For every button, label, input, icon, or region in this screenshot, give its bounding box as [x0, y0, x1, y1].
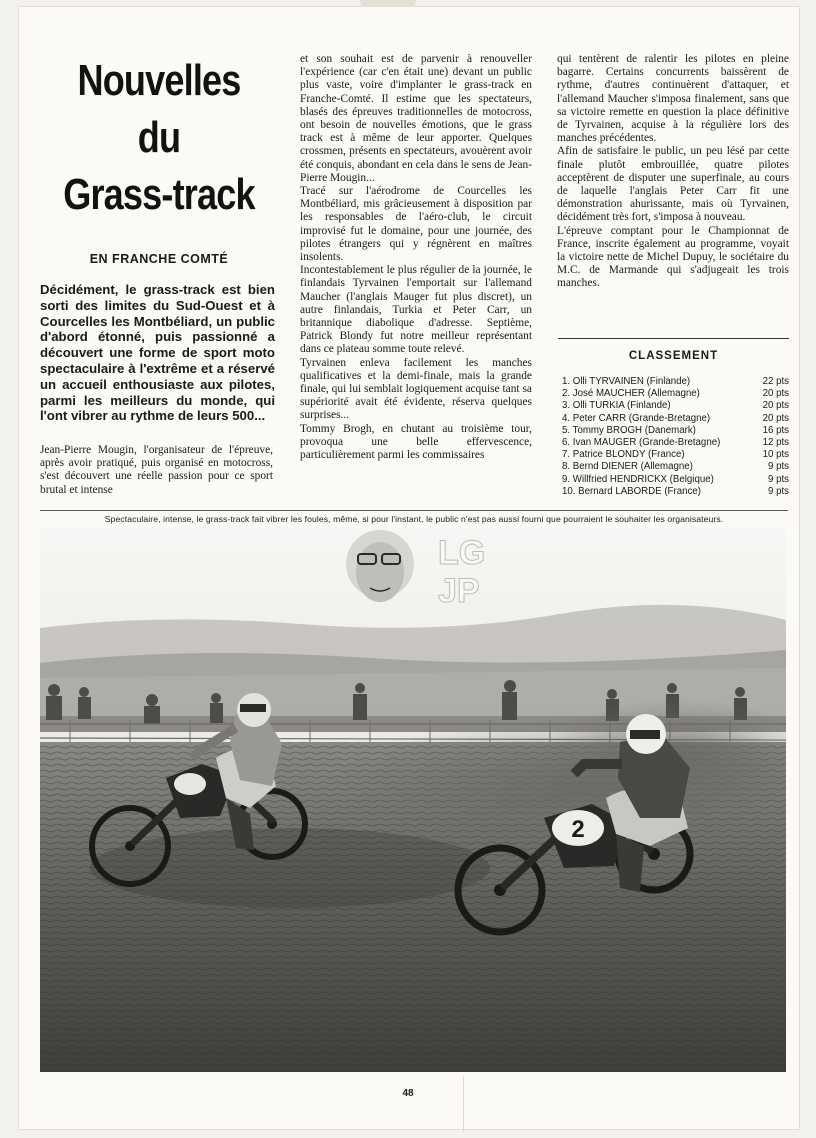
classement-row [562, 425, 789, 437]
rank: 6. [562, 437, 571, 449]
classement-row [562, 376, 789, 388]
rider: Olli TYRVAINEN (Finlande) [572, 376, 691, 387]
paragraph: L'épreuve comptant pour le Championnat de France, inscrite également au programme, voyait la victoire nette de Michel Dupuy, le sociétaire du M.C. de Marmande qui s'adjugeait les trois manches. [557, 224, 789, 290]
rank: 10. [562, 485, 576, 497]
points: 20 pts [762, 400, 789, 412]
classement-row [562, 388, 789, 400]
watermark-logo [438, 534, 485, 610]
rider: Ivan MAUGER (Grande-Bretagne) [572, 437, 721, 449]
rider: Bernd DIENER (Allemagne) [572, 461, 693, 473]
paragraph: qui tentèrent de ralentir les pilotes en pleine bagarre. Certains concurrents baissèrent de rythme, d'autres continuèrent d'attaquer, et l'allemand Maucher s'imposa finalement, sans que sa victoire remette en question la place définitive de Tyrvainen, acquise à la régulière lors des manches précédentes. [557, 53, 789, 145]
rider: Olli TURKIA (Finlande) [572, 400, 671, 412]
paragraph: Afin de satisfaire le public, un peu lésé par cette finale plutôt embrouillée, quatre pilotes acceptèrent de disputer une superfinale, au cours de laquelle l'anglais Peter Carr fit une démonstration ahurissante, mais où Tyrvainen, décidément très fort, s'imposa à nouveau. [557, 145, 789, 224]
rank: 3. [562, 400, 571, 412]
lead-paragraph: Décidément, le grass-track est bien sorti des limites du Sud-Ouest et à Courcelles les Montbéliard, un public d'abord étonné, puis passionné a découvert une forme de sport moto spectaculaire à l'extrême et a réservé un accueil enthousiaste aux pilotes, parmi les meilleurs du monde, qui l'ont vibrer au rythme de leurs 500... [40, 282, 275, 424]
points: 16 pts [762, 424, 789, 436]
rank: 2. [562, 388, 571, 400]
paragraph: et son souhait est de parvenir à renouveller l'expérience (car c'en était une) devant un public plus vaste, voire d'implanter le grass-track en Franche-Comté. Il estime que les spectateurs, blasés des épreuves traditionnelles de motocross, ont besoin de nouvelles émotions, que le grass track est à même de leur apporter. Quelques crossmen, présents en spectateurs, avouèrent avoir été conquis, abondant en cela dans le sens de Jean-Pierre Mougin... [300, 53, 532, 184]
points: 20 pts [762, 412, 789, 424]
rider: Patrice BLONDY (France) [572, 449, 685, 461]
photo-caption: Spectaculaire, intense, le grass-track fait vibrer les foules, même, si pour l'instant, le public n'est pas aussi fourni que pourraient le souhaiter les organisateurs. [40, 510, 788, 524]
headline-line-3: Grass-track [63, 170, 255, 219]
paragraph: Jean-Pierre Mougin, l'organisateur de l'épreuve, après avoir pratiqué, puis organisé en motocross, s'est découvert une réelle passion pour ce sport brutal et intense [40, 444, 273, 496]
classement-row [562, 437, 789, 449]
rider: Willfried HENDRICKX (Belgique) [572, 473, 714, 485]
article-column-3 [557, 53, 789, 291]
points: 9 pts [767, 485, 789, 497]
rider: José MAUCHER (Allemagne) [572, 388, 700, 400]
headline-line-2: du [137, 113, 181, 162]
article-column-1 [40, 444, 273, 497]
rider: Bernard LABORDE (France) [578, 485, 701, 497]
classement-row [562, 413, 789, 425]
classement-table [562, 376, 789, 498]
bike-number: 2 [571, 816, 585, 843]
subheading: EN FRANCHE COMTÉ [89, 252, 229, 266]
page-fold [463, 1076, 464, 1132]
classement-row [562, 400, 789, 412]
points: 20 pts [762, 388, 789, 400]
rank: 7. [562, 449, 571, 461]
svg-text:LG: LG [438, 534, 486, 572]
points: 9 pts [767, 473, 789, 485]
page-number: 48 [402, 1088, 414, 1099]
headline-line-1: Nouvelles [77, 56, 241, 105]
paragraph: Tracé sur l'aérodrome de Courcelles les Montbéliard, mis grâcieusement à disposition par les responsables de l'aéro-club, le circuit improvisé fut le domaine, pour une journée, des pilotes étrangers qui y régnèrent en maîtres insolents. [300, 185, 532, 264]
classement-row [562, 461, 789, 473]
classement-row [562, 486, 789, 498]
paragraph: Incontestablement le plus régulier de la journée, le finlandais Tyrvainen l'emportait sur l'allemand Maucher (l'anglais Mauger fut plus discret), un autre finlandais, Turkia et Peter Carr, un britannique diabolique d'adresse. Septième, Patrick Blondy fut notre meilleur représentant dans ce plateau somme toute relevé. [300, 264, 532, 356]
paragraph: Tommy Brogh, en chutant au troisième tour, provoqua une belle effervescence, particulièrement parmi les commissaires [300, 422, 532, 462]
points: 12 pts [762, 437, 789, 449]
svg-text:JP: JP [438, 572, 480, 610]
rider: Tommy BROGH (Danemark) [572, 424, 696, 436]
rider: Peter CARR (Grande-Bretagne) [572, 412, 711, 424]
points: 9 pts [767, 461, 789, 473]
points: 22 pts [762, 376, 789, 387]
classement-title: CLASSEMENT [628, 350, 719, 362]
section-divider [558, 338, 789, 339]
rank: 9. [562, 473, 571, 485]
article-column-2 [300, 53, 532, 462]
headline [61, 52, 256, 223]
rank: 4. [562, 412, 571, 424]
classement-row [562, 449, 789, 461]
rank: 1. [562, 376, 571, 387]
rank: 5. [562, 424, 571, 436]
race-photo [40, 528, 786, 1072]
classement-row [562, 474, 789, 486]
paragraph: Tyrvainen enleva facilement les manches qualificatives et la demi-finale, mais la grande finale, qui lui semblait logiquement acquise tant sa supériorité avait été évidente, réserva quelques surprises... [300, 356, 532, 422]
points: 10 pts [762, 449, 789, 461]
rank: 8. [562, 461, 571, 473]
